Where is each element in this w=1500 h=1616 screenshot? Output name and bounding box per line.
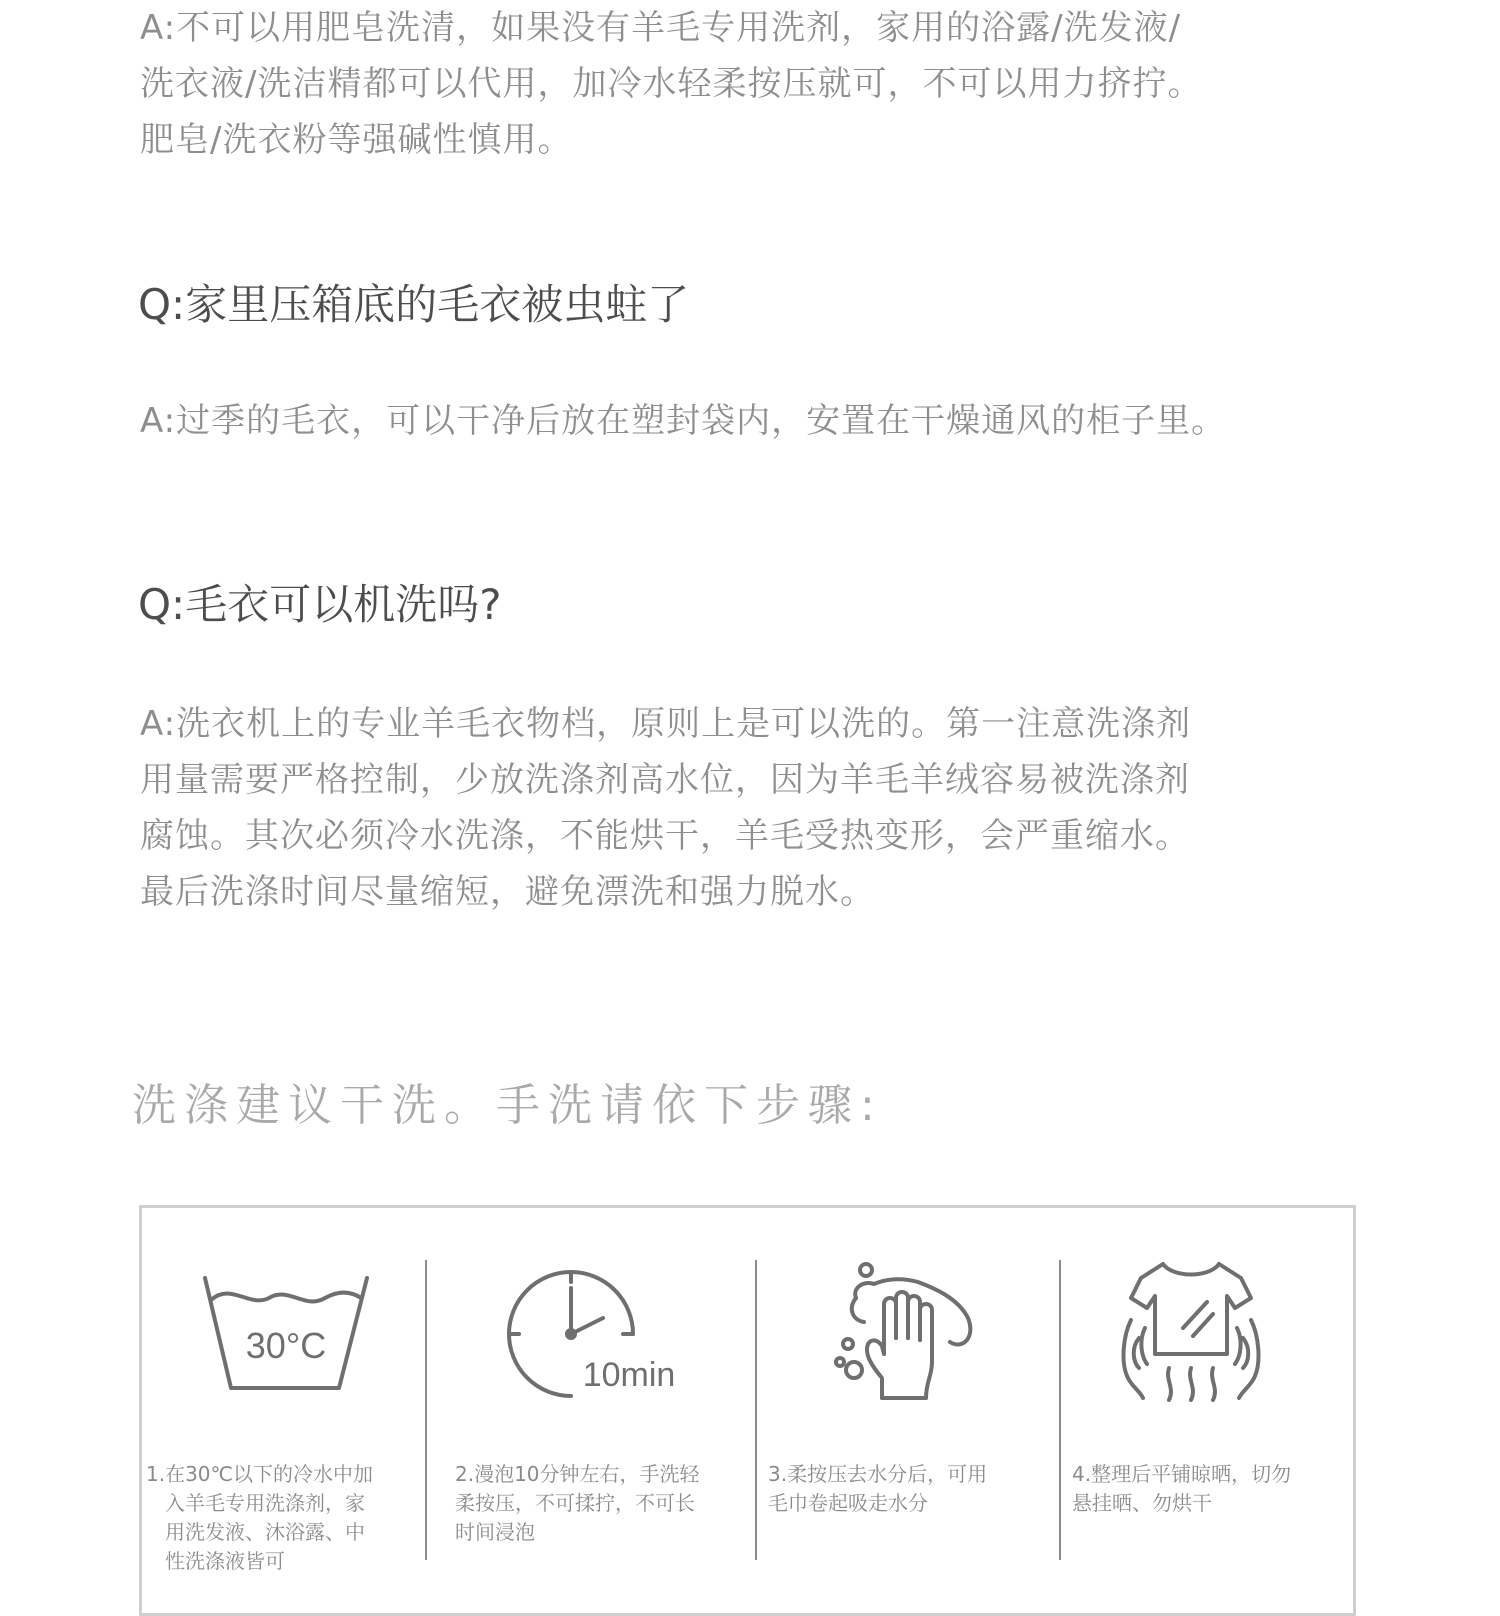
flat-dry-icon xyxy=(1117,1258,1267,1412)
hand-press-icon xyxy=(830,1258,980,1412)
question-3: Q:毛衣可以机洗吗? xyxy=(138,580,502,629)
step-4-line: 悬挂晒、勿烘干 xyxy=(1072,1491,1212,1515)
answer-1-line: A:不可以用肥皂洗清，如果没有羊毛专用洗剂，家用的浴露/洗发液/ xyxy=(140,8,1182,48)
step-1-line: 性洗涤液皆可 xyxy=(165,1549,285,1573)
step-1-text xyxy=(146,1460,373,1576)
step-2-line: 2.漫泡10分钟左右，手洗轻 xyxy=(455,1462,700,1486)
step-3-line: 毛巾卷起吸走水分 xyxy=(768,1491,928,1515)
step-divider xyxy=(1059,1260,1061,1560)
answer-1 xyxy=(140,0,1202,168)
step-divider xyxy=(755,1260,757,1560)
step-3-line: 3.柔按压去水分后，可用 xyxy=(768,1462,988,1486)
timer-icon xyxy=(507,1258,687,1402)
answer-2 xyxy=(140,393,1226,449)
wash-section-title: 洗涤建议干洗。手洗请依下步骤: xyxy=(132,1080,883,1131)
answer-3-line: 腐蚀。其次必须冷水洗涤，不能烘干，羊毛受热变形，会严重缩水。 xyxy=(140,816,1190,856)
step-3-text xyxy=(768,1460,987,1518)
answer-3-line: 用量需要严格控制，少放洗涤剂高水位，因为羊毛羊绒容易被洗涤剂 xyxy=(140,760,1190,800)
step-1-line: 1.在30℃以下的冷水中加 xyxy=(146,1462,373,1486)
step-1-line: 入羊毛专用洗涤剂，家 xyxy=(165,1491,365,1515)
answer-1-line: 洗衣液/洗洁精都可以代用，加冷水轻柔按压就可，不可以用力挤拧。 xyxy=(140,64,1203,104)
step-1-line: 用洗发液、沐浴露、中 xyxy=(165,1520,365,1544)
question-2: Q:家里压箱底的毛衣被虫蛀了 xyxy=(138,280,690,329)
answer-1-line: 肥皂/洗衣粉等强碱性慎用。 xyxy=(140,120,573,160)
wash-temperature-label: 30°C xyxy=(245,1325,327,1366)
step-4-text xyxy=(1072,1460,1291,1518)
step-2-line: 时间浸泡 xyxy=(455,1520,535,1544)
answer-3-line: 最后洗涤时间尽量缩短，避免漂洗和强力脱水。 xyxy=(140,872,875,912)
step-2-line: 柔按压，不可揉拧，不可长 xyxy=(455,1491,695,1515)
wash-basin-icon xyxy=(197,1258,377,1402)
wash-steps-panel xyxy=(139,1205,1356,1616)
answer-3 xyxy=(140,696,1191,920)
step-divider xyxy=(425,1260,427,1560)
answer-2-line: A:过季的毛衣，可以干净后放在塑封袋内，安置在干燥通风的柜子里。 xyxy=(140,401,1227,441)
step-2-text xyxy=(455,1460,700,1547)
step-4-line: 4.整理后平铺晾晒，切勿 xyxy=(1072,1462,1292,1486)
timer-duration-label: 10min xyxy=(582,1356,676,1394)
answer-3-line: A:洗衣机上的专业羊毛衣物档，原则上是可以洗的。第一注意洗涤剂 xyxy=(140,704,1192,744)
